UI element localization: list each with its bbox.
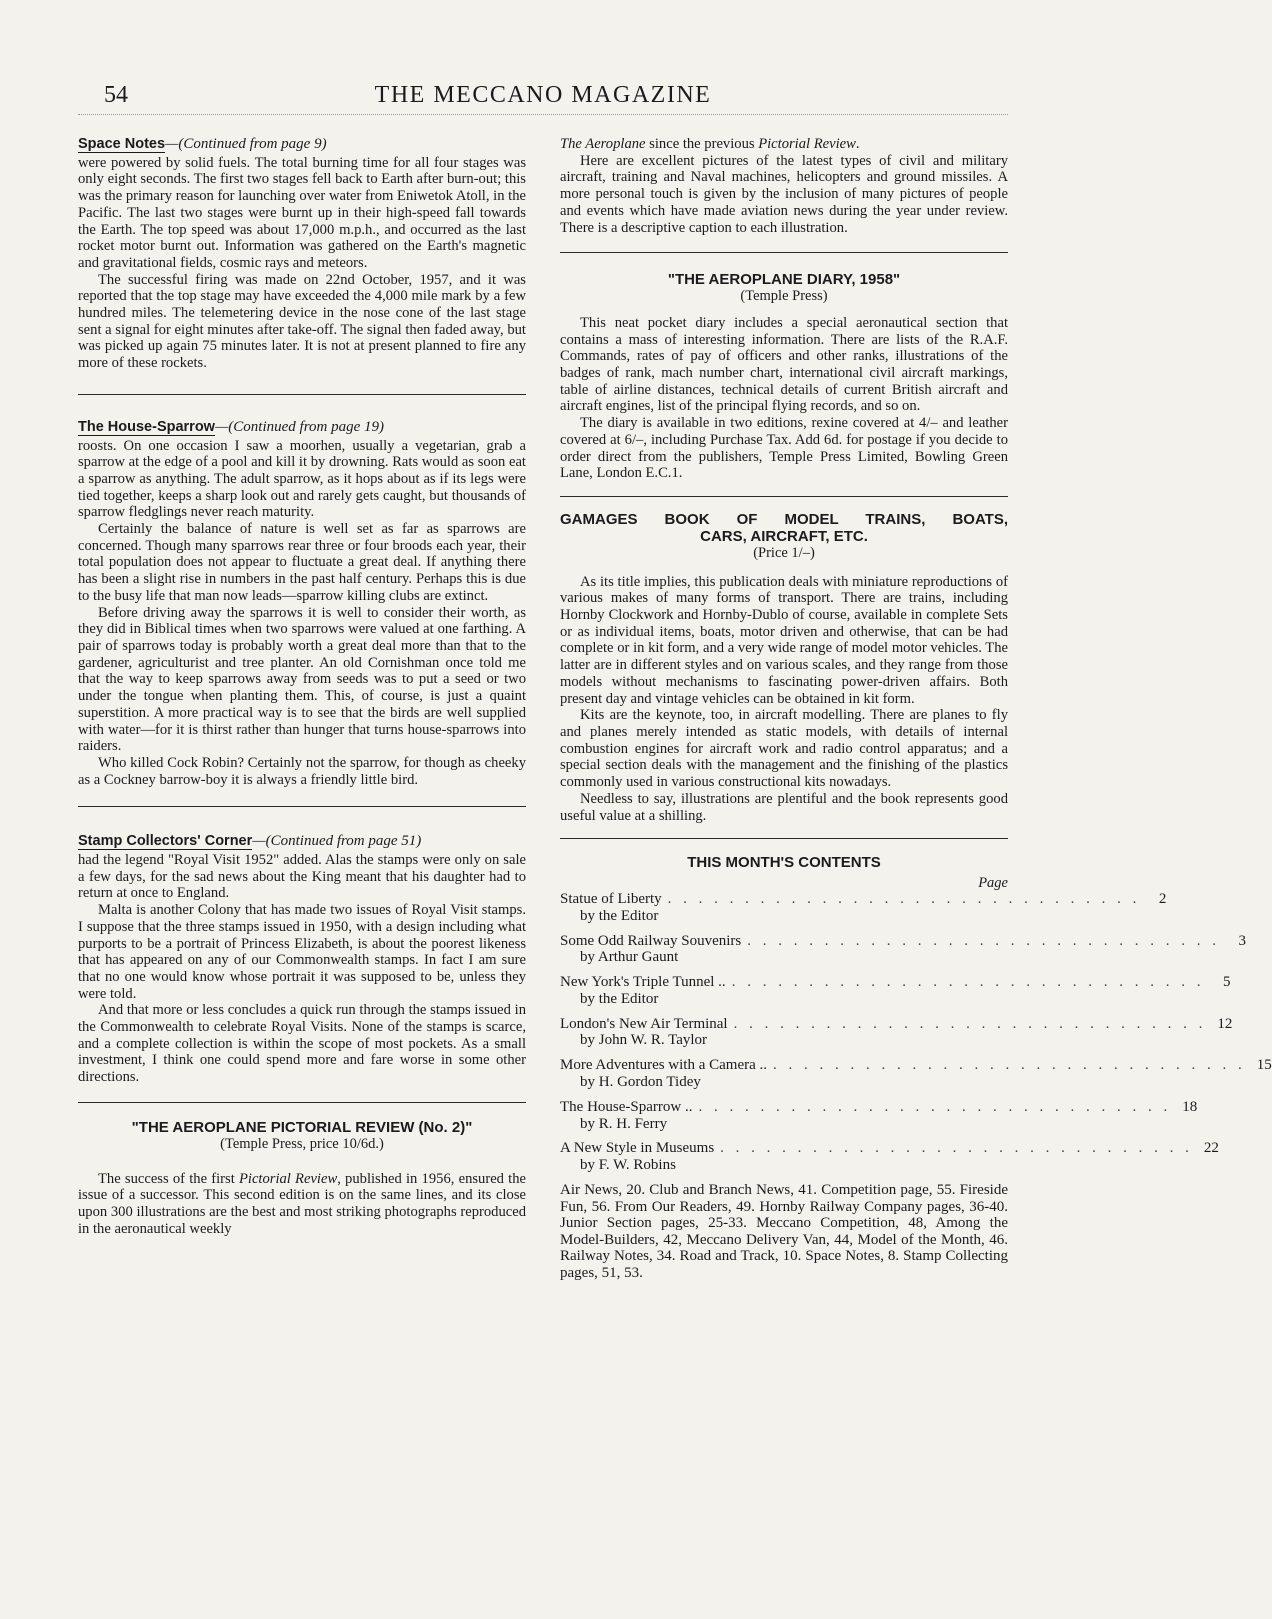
contents-leader-dots: . . . . . . . . . . . . . . . . . . . . . . . . . . . . . . . — [733, 1015, 1207, 1032]
contents-item-page: 3 — [1238, 932, 1246, 949]
right-column — [560, 136, 1272, 1282]
house-sparrow-paragraph: Before driving away the sparrows it is well to consider their worth, as they did in Biblical times when two sparrows were valued at one farthing. A pair of sparrows today is probably worth a great deal more than that to the gardener, agriculturist and tree planter. An old Cornishman once told me that the way to keep sparrows away from seeds was to put a seed or two under the tongue when planting them. This, of course, is just a quaint superstition. A more practical way is to see that the birds are well supplied with water—for it is thirst rather than hunger that turns house-sparrows into raiders. — [78, 604, 526, 755]
gamages-book-article — [560, 511, 1008, 824]
pictorial-review-paragraph-cont: The Aeroplane since the previous Pictorial Review. — [560, 136, 860, 152]
stamp-corner-paragraph: had the legend "Royal Visit 1952" added. Alas the stamps were only on sale a few days, for the sad news about the King meant that his daughter had to return at once to England. — [78, 852, 526, 902]
house-sparrow-article — [78, 419, 526, 788]
pictorial-review-paragraph: The success of the first Pictorial Review, published in 1956, ensured the issue of a successor. This second edition is on the same lines, and its close upon 300 illustrations are the best and most striking photographs reproduced in the aeronautical weekly — [78, 1170, 527, 1237]
contents-leader-dots: . . . . . . . . . . . . . . . . . . . . . . . . . . . . . . . — [720, 1140, 1193, 1157]
pictorial-review-title: "THE AEROPLANE PICTORIAL REVIEW (No. 2)" — [131, 1118, 473, 1136]
contents-item-title: More Adventures with a Camera .. — [560, 1057, 768, 1074]
contents-item-page: 2 — [1158, 890, 1167, 907]
house-sparrow-continued: —(Continued from page 19) — [214, 418, 384, 435]
contents-item — [560, 890, 1167, 925]
contents-item-title: New York's Triple Tunnel .. — [560, 974, 726, 991]
gamages-paragraph: Needless to say, illustrations are plentiful and the book represents good useful value at a shilling. — [560, 790, 1008, 824]
contents-page-header: Page — [978, 874, 1008, 891]
contents-item-title: Some Odd Railway Souvenirs — [560, 932, 742, 949]
space-notes-article — [78, 136, 526, 372]
contents-item-page: 12 — [1217, 1015, 1233, 1032]
pictorial-review-continuation — [560, 136, 1008, 236]
gamages-paragraph: As its title implies, this publication deals with miniature reproductions of various makes of many forms of transport. There are trains, including Hornby Clockwork and Hornby-Dublo of course, available in complete Sets or as individual items, boats, motor driven and otherwise, that can be had complete or in kit form, and a very wide range of model motor vehicles. The latter are in different styles and on various scales, and they range from those models without mechanisms to fascinating power-driven affairs. Both present day and vintage vehicles can be obtained in kit form. — [560, 573, 1008, 707]
contents-item — [560, 1015, 1233, 1050]
contents-item-author: by H. Gordon Tidey — [580, 1074, 701, 1091]
contents-item — [560, 974, 1231, 1008]
contents-item-page: 22 — [1203, 1140, 1219, 1157]
pictorial-review-article — [78, 1119, 526, 1238]
section-divider — [560, 252, 1008, 253]
contents-leader-dots: . . . . . . . . . . . . . . . . . . . . . . . . . . . . . . . — [731, 974, 1205, 991]
contents-leader-dots: . . . . . . . . . . . . . . . . . . . . . . . . . . . . . . . — [667, 890, 1141, 907]
space-notes-paragraph: were powered by solid fuels. The total burning time for all four stages was only eight seconds. The first two stages fell back to Earth after burn-out; this was the primary reason for launching over water from Eniwetok Atoll, in the Pacific. The last two stages were burnt up in their high-speed fall towards the Earth. The top speed was about 17,000 m.p.h., and occurred as the last rocket motor burnt out. Information was gathered on the Earth's magnetic and gravitational fields, cosmic rays and meteors. — [78, 154, 526, 271]
house-sparrow-paragraph: Certainly the balance of nature is well set as far as sparrows are concerned. Though many sparrows rear three or four broods each year, their total population does not appear to fluctuate a great deal. If anything there has been a slight rise in numbers in the past half century. Perhaps this is due to the busy life that man now leads—sparrow killing clubs are extinct. — [78, 521, 526, 604]
contents-leader-dots: . . . . . . . . . . . . . . . . . . . . . . . . . . . . . . . — [698, 1098, 1172, 1115]
aeroplane-diary-article — [560, 271, 1008, 482]
pictorial-review-paragraph: Here are excellent pictures of the latest types of civil and military aircraft, training and Naval machines, helicopters and ground missiles. A more personal touch is given by the inclusion of many pictures of people and events which have made aviation news during the year under review. There is a descriptive caption to each illustration. — [560, 152, 1008, 236]
space-notes-paragraph: The successful firing was made on 22nd October, 1957, and it was reported that the top stage may have exceeded the 4,000 mile mark by a few hundred miles. The telemetering device in the nose cone of the last stage sent a signal for eight minutes after take-off. The signal then faded away, but was picked up again 75 minutes later. It is not at present planned to fire any more of these rockets. — [78, 271, 526, 372]
contents-item-title: The House-Sparrow .. — [560, 1098, 693, 1115]
magazine-title: THE MECCANO MAGAZINE — [374, 82, 712, 108]
contents-item-author: by the Editor — [580, 907, 659, 924]
contents-item — [560, 1098, 1198, 1133]
house-sparrow-title: The House-Sparrow — [78, 418, 215, 435]
contents-leader-dots: . . . . . . . . . . . . . . . . . . . . . . . . . . . . . . . — [747, 932, 1220, 949]
contents-item-title: Statue of Liberty — [560, 890, 662, 907]
space-notes-continued: —(Continued from page 9) — [165, 136, 327, 152]
gamages-subtitle: (Price 1/–) — [753, 544, 815, 561]
contents-item-page: 15 — [1256, 1057, 1272, 1074]
pictorial-review-subtitle: (Temple Press, price 10/6d.) — [220, 1135, 384, 1152]
contents-item-page: 5 — [1222, 974, 1231, 991]
section-divider — [560, 838, 1008, 839]
contents-leader-dots: . . . . . . . . . . . . . . . . . . . . . . . . . . . . . . . — [773, 1057, 1246, 1074]
house-sparrow-paragraph: Who killed Cock Robin? Certainly not the sparrow, for though as cheeky as a Cockney barrow-boy it is always a friendly little bird. — [78, 754, 526, 788]
contents-item-title: London's New Air Terminal — [560, 1015, 728, 1032]
stamp-corner-title: Stamp Collectors' Corner — [78, 833, 253, 850]
header-rule — [78, 114, 1008, 115]
section-divider — [78, 394, 526, 395]
contents-item-author: by F. W. Robins — [580, 1157, 676, 1174]
aeroplane-diary-subtitle: (Temple Press) — [740, 288, 828, 305]
stamp-corner-paragraph: Malta is another Colony that has made two issues of Royal Visit stamps. I suppose that the three stamps issued in 1950, with a design including what purports to be a portrait of Princess Elizabeth, is about the poorest likeness that has appeared on any of our Commonwealth stamps. In fact I am sure that no one would know whose portrait it was supposed to be, unless they were told. — [78, 902, 526, 1002]
contents-item-author: by John W. R. Taylor — [580, 1032, 708, 1049]
contents-item — [560, 1140, 1219, 1174]
left-column — [78, 136, 526, 1237]
contents-item — [560, 932, 1246, 967]
contents-item-page: 18 — [1182, 1098, 1198, 1115]
page-header — [78, 82, 1008, 112]
contents-list — [560, 890, 1272, 1174]
aeroplane-diary-paragraph: The diary is available in two editions, rexine covered at 4/– and leather covered at 6/–, including Purchase Tax. Add 6d. for postage if you decide to order direct from the publishers, Temple Press Limited, Bowling Green Lane, London E.C.1. — [560, 415, 1008, 482]
house-sparrow-paragraph: roosts. On one occasion I saw a moorhen, usually a vegetarian, grab a sparrow at the edge of a pool and kill it by drowning. Rats would as soon eat a sparrow as anything. The adult sparrow, as it hops about as if its legs were tied together, keeps a sharp look out and rarely gets caught, but thousands of sparrow fledglings never reach maturity. — [78, 437, 526, 521]
stamp-corner-continued: —(Continued from page 51) — [252, 833, 422, 850]
contents-summary: Air News, 20. Club and Branch News, 41. Competition page, 55. Fireside Fun, 56. From Our Readers, 49. Hornby Railway Company pages, 36-40. Junior Section pages, 25-33. Meccano Competition, 48, Among the Model-Builders, 42, Meccano Delivery Van, 44, Model of the Month, 46. Railway Notes, 34. Road and Track, 10. Space Notes, 8. Stamp Collecting pages, 51, 53. — [560, 1182, 1008, 1282]
section-divider — [78, 806, 526, 807]
stamp-corner-article — [78, 833, 526, 1086]
contents-item — [560, 1057, 1272, 1091]
space-notes-title: Space Notes — [78, 136, 166, 152]
contents-item-author: by the Editor — [580, 990, 659, 1007]
gamages-title-line2: CARS, AIRCRAFT, ETC. — [700, 527, 868, 545]
contents-item-title: A New Style in Museums — [560, 1140, 715, 1157]
gamages-title-line1: GAMAGES BOOK OF MODEL TRAINS, BOATS, — [560, 510, 1008, 528]
section-divider — [78, 1102, 526, 1103]
contents-item-author: by Arthur Gaunt — [580, 949, 679, 966]
page-number: 54 — [104, 82, 128, 108]
aeroplane-diary-title: "THE AEROPLANE DIARY, 1958" — [667, 271, 901, 289]
section-divider — [560, 496, 1008, 497]
contents-box — [560, 854, 1272, 1282]
aeroplane-diary-paragraph: This neat pocket diary includes a special aeronautical section that contains a mass of interesting information. There are lists of the R.A.F. Commands, rates of pay of officers and other ranks, illustrations of the badges of rank, mach number chart, international civil aircraft markings, table of airline distances, technical details of current British aircraft and aircraft engines, list of the principal flying records, and so on. — [560, 314, 1008, 415]
contents-item-author: by R. H. Ferry — [580, 1115, 668, 1132]
stamp-corner-paragraph: And that more or less concludes a quick run through the stamps issued in the Commonwealth to celebrate Royal Visits. None of the stamps is scarce, and a complete collection is within the scope of most pockets. As a small investment, I think one could spend more and fare worse in some other directions. — [78, 1002, 526, 1086]
gamages-paragraph: Kits are the keynote, too, in aircraft modelling. There are planes to fly and planes merely intended as static models, with details of internal combustion engines for aircraft work and radio control apparatus; and a special section deals with the management and the finishing of the plastics commonly used in various constructional kits nowadays. — [560, 707, 1008, 791]
contents-title: THIS MONTH'S CONTENTS — [687, 854, 881, 872]
